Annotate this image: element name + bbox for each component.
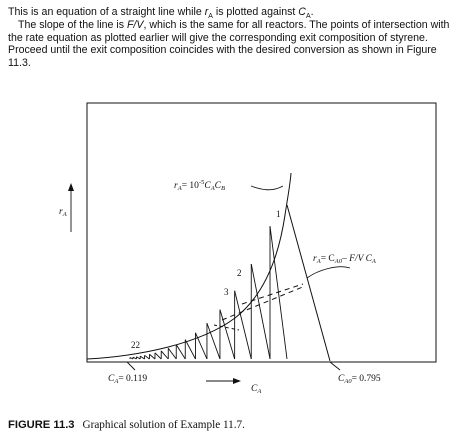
stage-operating-line xyxy=(133,357,136,359)
ca-final-label: $C_A= 0.119$ xyxy=(108,374,148,385)
line-eq-label: $r_A= C_{A0}-$ F/V $C_A$ xyxy=(313,254,376,265)
plot-frame xyxy=(87,103,436,362)
stage-label-22: 22 xyxy=(131,340,140,350)
figure-caption xyxy=(8,419,245,431)
stage-operating-line xyxy=(161,351,168,359)
y-axis-arrow-head xyxy=(68,183,74,191)
ca0-label: $C_{A0}= 0.795$ xyxy=(338,374,381,385)
line-eq-arrow xyxy=(307,267,350,278)
rate-eq-arrow xyxy=(251,186,283,190)
stage-step-lines xyxy=(130,226,287,359)
operating-line-1 xyxy=(287,205,330,361)
stage-label-2: 2 xyxy=(237,268,242,278)
caption-label: FIGURE 11.3 xyxy=(8,419,75,431)
rate-curve xyxy=(87,173,291,359)
body-paragraph: The slope of the line is F/V, which is the same for all reactors. The points of intersection with the rate equation as plotted earlier will give the corresponding exit composition of styrene. Proceed until the exit composition coincides with the desired conversion as shown in Figure 11.3. xyxy=(8,19,450,69)
stage-operating-line xyxy=(185,340,195,359)
stage-operating-line xyxy=(251,264,270,359)
x-axis-label: $C_A$ xyxy=(251,384,262,395)
stage-operating-line xyxy=(168,348,176,359)
stage-operating-line xyxy=(155,353,161,359)
stage-operating-line xyxy=(149,354,155,359)
stage-operating-line xyxy=(145,355,150,359)
rate-eq-label: $r_A= 10^{-5}C_AC_B$ xyxy=(174,179,225,192)
stage-operating-line xyxy=(140,356,144,359)
ca-final-leader xyxy=(127,362,135,370)
x-axis-arrow-head xyxy=(233,378,241,384)
stage-operating-line xyxy=(220,310,235,359)
stage-label-1: 1 xyxy=(276,209,281,219)
stage-label-3: 3 xyxy=(224,287,229,297)
intro-paragraph: This is an equation of a straight line while $r_A$ is plotted against $C_A$. xyxy=(8,6,314,21)
stage-operating-line xyxy=(235,291,252,359)
ca0-leader xyxy=(330,362,340,370)
caption-text: Graphical solution of Example 11.7. xyxy=(82,419,245,431)
stage-operating-line xyxy=(176,345,185,359)
y-axis-label: $r_A$ xyxy=(59,207,67,218)
stage-operating-line xyxy=(136,357,140,359)
